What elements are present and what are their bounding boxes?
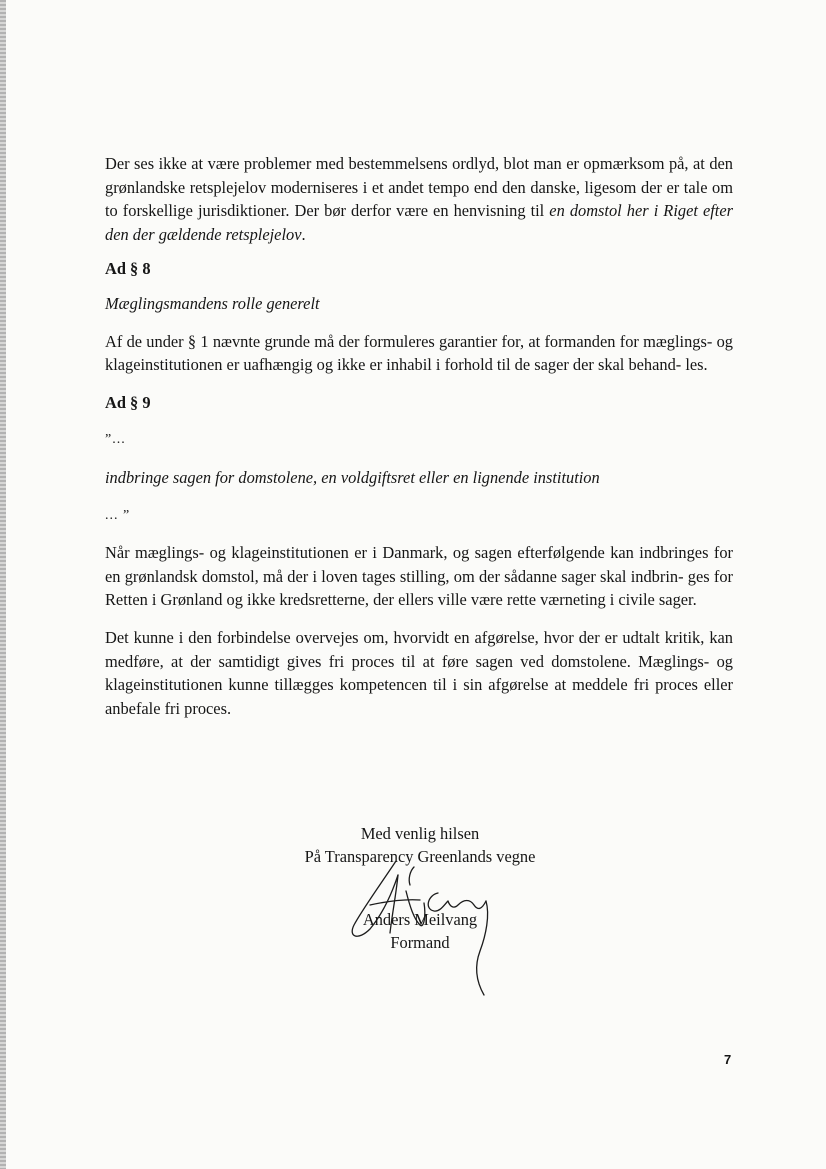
intro-period: .	[301, 224, 306, 244]
quote-close: ... ”	[105, 507, 131, 523]
signer-name: Anders Meilvang	[362, 910, 478, 929]
signer-title: Formand	[390, 932, 450, 952]
scan-page-edge	[0, 0, 6, 1169]
quoted-text: indbringe sagen for domstolene, en voldgiftsret eller en lignende institution	[105, 467, 600, 487]
section-heading-ad8: Ad § 8	[105, 259, 151, 279]
intro-italic-text: en domstol her i Riget efter den der gældende retsplejelov	[105, 201, 733, 244]
section-subheading-ad8: Mæglingsmandens rolle generelt	[105, 293, 320, 313]
closing-greeting: Med venlig hilsen	[360, 824, 480, 843]
intro-text: Der ses ikke at være problemer med bestemmelsens ordlyd, blot man er opmærksom på, at den grønlandske retsplejelov moderniseres i et andet tempo end den danske, ligesom der er tale om to forskellige jurisdiktioner. Der bør derfor være en henvisning til	[105, 154, 733, 221]
handwritten-signature	[340, 855, 500, 1000]
quote-open: ”...	[105, 432, 126, 448]
letter-body	[105, 152, 733, 720]
closing-organisation: På Transparency Greenlands vegne	[304, 846, 536, 866]
page-number: 7	[724, 1052, 732, 1067]
ad9-paragraph-2: Det kunne i den forbindelse overvejes om, hvorvidt en afgørelse, hvor der er udtalt kritik, kan medføre, at der samtidigt gives fri proces til at føre sagen ved domstolene. Mæglings- og klageinstitutionen kunne tillægges kompetencen til i sin afgørelse at meddele fri proces eller anbefale fri proces.	[105, 627, 733, 718]
ad8-paragraph: Af de under § 1 nævnte grunde må der formuleres garantier for, at formanden for mæglings- og klageinstitutionen er uafhængig og ikke er inhabil i forhold til de sager der skal behand- les.	[105, 331, 733, 375]
ad9-paragraph-1: Når mæglings- og klageinstitutionen er i Danmark, og sagen efterfølgende kan indbringes for en grønlandsk domstol, må der i loven tages stilling, om der sådanne sager skal indbrin- ges for Retten i Grønland og ikke kredsretterne, der ellers ville være rette værneting i civile sager.	[105, 543, 733, 610]
intro-paragraph	[105, 152, 733, 246]
section-heading-ad9: Ad § 9	[105, 392, 151, 412]
